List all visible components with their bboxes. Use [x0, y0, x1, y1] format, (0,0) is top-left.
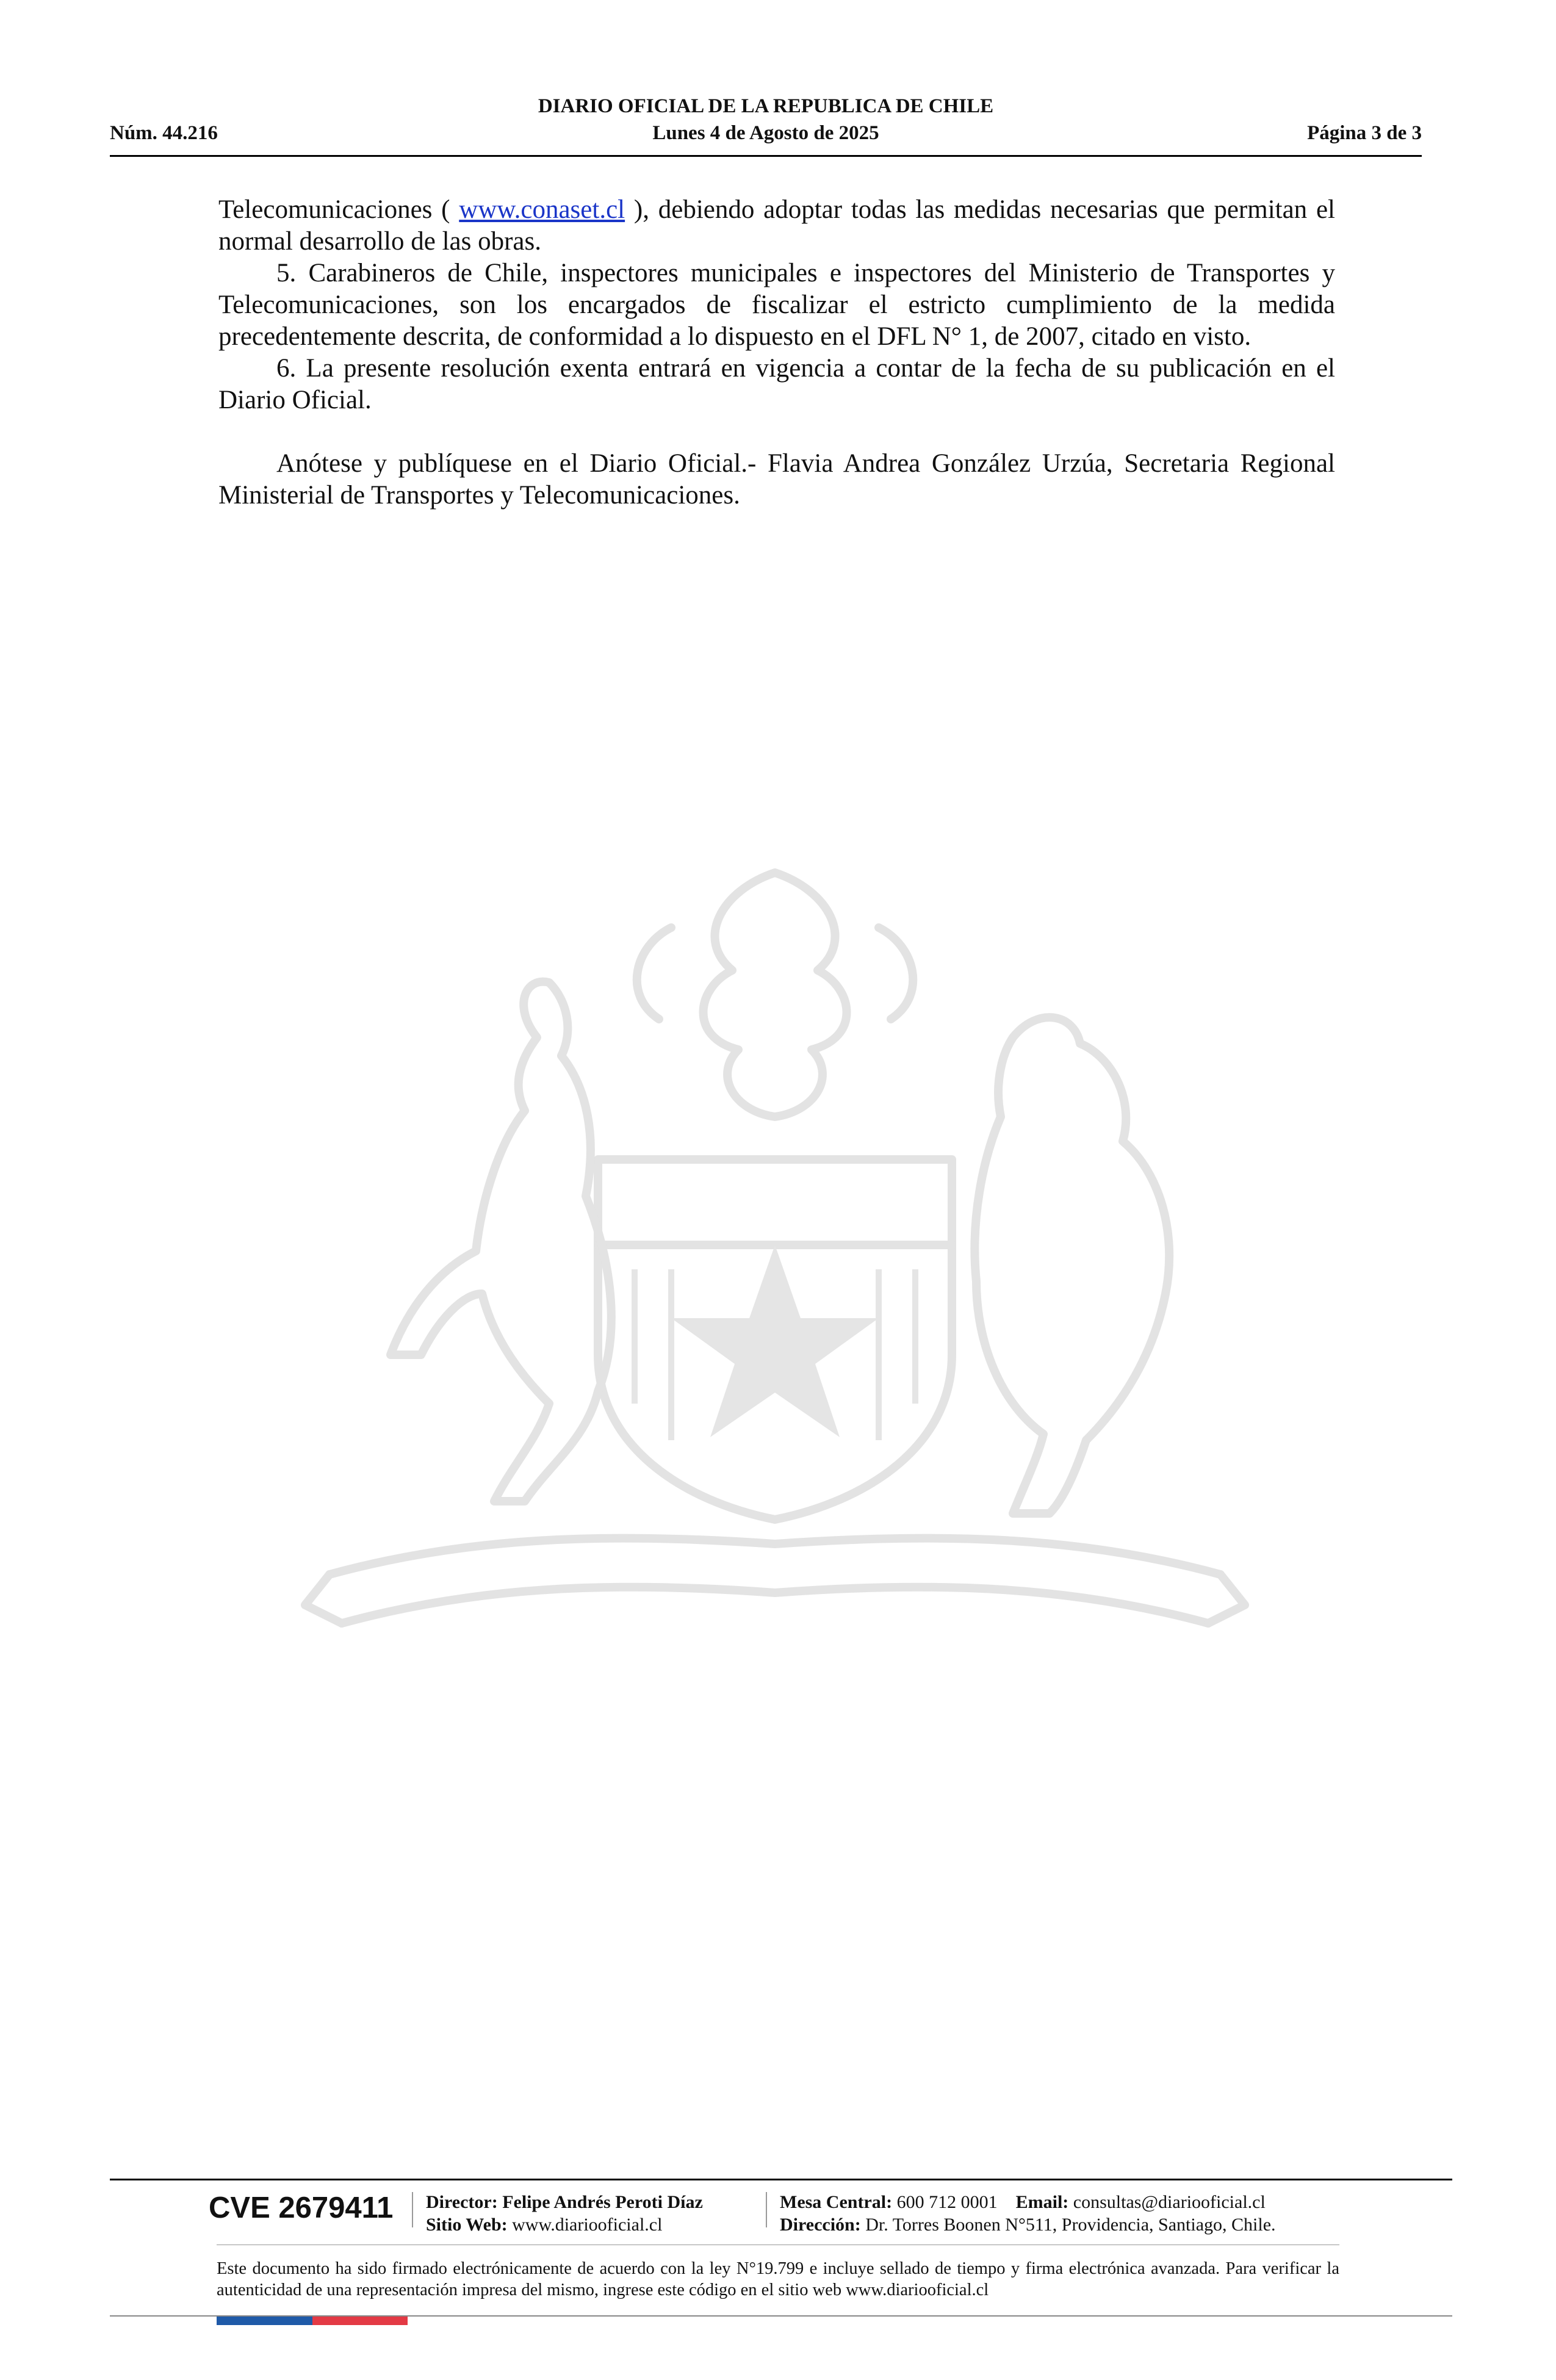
- motto-ribbon: [330, 1538, 1220, 1574]
- footer-top-rule: [110, 2179, 1452, 2180]
- header-divider: [110, 155, 1422, 157]
- page-footer: [110, 2179, 1452, 2374]
- paragraph-5: 5. Carabineros de Chile, inspectores municipales e inspectores del Ministerio de Transportes y Telecomunicaciones, son los encargados de fiscalizar el estricto cumplimiento de la medida precedentemente descrita, de conformidad a lo dispuesto en el DFL N° 1, de 2007, citado en visto.: [218, 259, 1335, 351]
- issue-date: Lunes 4 de Agosto de 2025: [652, 122, 879, 144]
- paragraph: Telecomunicaciones ( www.conaset.cl ), debiendo adoptar todas las medidas necesarias que permitan el normal desarrollo de las obras.: [218, 195, 1335, 256]
- closing-paragraph: Anótese y publíquese en el Diario Oficial.- Flavia Andrea González Urzúa, Secretaria Regional Ministerial de Transportes y Telecomunicaciones.: [218, 449, 1335, 510]
- cve-code: CVE 2679411: [209, 2191, 394, 2224]
- flag-bar-blue: [217, 2317, 312, 2325]
- newspaper-title: DIARIO OFICIAL DE LA REPUBLICA DE CHILE: [538, 95, 994, 117]
- condor-outline: [974, 1017, 1169, 1513]
- coat-of-arms-watermark: [207, 854, 1342, 1684]
- page-indicator: Página 3 de 3: [1307, 122, 1422, 144]
- footer-separator: [766, 2192, 767, 2227]
- huemul-outline: [391, 982, 611, 1501]
- issue-number: Núm. 44.216: [110, 122, 218, 144]
- contact-info: Mesa Central: 600 712 0001 Email: consultas@diariooficial.cl Dirección: Dr. Torres Boonen N°511, Providencia, Santiago, Chile.: [780, 2192, 1276, 2235]
- plume-crest: [704, 873, 847, 1117]
- page-header: [110, 92, 1422, 160]
- director-info: Director: Felipe Andrés Peroti Díaz Sitio Web: www.diariooficial.cl: [426, 2192, 703, 2235]
- flag-bar-red: [312, 2317, 408, 2325]
- paragraph-6: 6. La presente resolución exenta entrará en vigencia a contar de la fecha de su publicación en el Diario Oficial.: [218, 354, 1335, 414]
- footer-separator: [412, 2192, 413, 2227]
- star-icon: [671, 1245, 879, 1437]
- conaset-link[interactable]: www.conaset.cl: [459, 195, 625, 224]
- document-body: [218, 194, 1335, 511]
- legal-notice: Este documento ha sido firmado electrónicamente de acuerdo con la ley N°19.799 e incluye sellado de tiempo y firma electrónica avanzada. Para verificar la autenticidad de una representación impresa del mismo, ingrese este código en el sitio web www.diariooficial.cl: [217, 2259, 1339, 2299]
